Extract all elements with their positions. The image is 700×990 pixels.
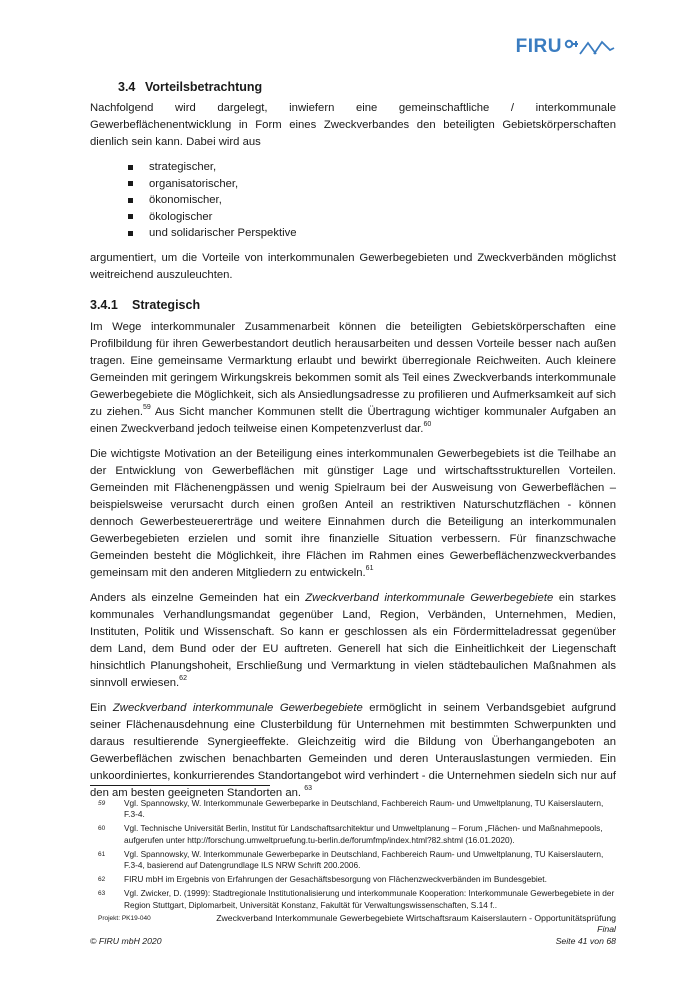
footnote: 63 Vgl. Zwicker, D. (1999): Stadtregionale Institutionalisierung und interkommunale Kooperation: Interkommunale Gewerbegebiete in der Region Stuttgart, Diplomarbeit, Universität Konstanz, Fakultät für Verwaltungswissenschaften, S.14 f.. xyxy=(98,888,615,910)
logo-text: FIRU xyxy=(515,36,562,57)
document-title: Zweckverband Interkommunale Gewerbegebiete Wirtschaftsraum Kaiserslautern - Opportunitätsprüfung xyxy=(216,913,616,923)
logo-mark-icon xyxy=(564,37,616,57)
bullet-icon xyxy=(128,231,133,236)
section-number: 3.4 xyxy=(118,80,136,94)
paragraph-3: Anders als einzelne Gemeinden hat ein Zweckverband interkommunale Gewerbegebiete ein starkes kommunales Verhandlungsmandat gegenüber Land, Region, Verbänden, Unternehmen, Medien, Instituten, Politik und Wissenschaft. So kann er geschlossen als ein Fördermitteladressat gegenüber dem Land, dem Bund oder der EU auftreten. Generell hat sich die Einheitlichkeit der Liegenschaft hinsichtlich Planungshoheit, Erschließung und Vermarktung in vielen städtebaulichen Maßnahmen als sinnvoll erwiesen.$^{62}$ xyxy=(90,591,617,689)
paragraph-2: Die wichtigste Motivation an der Beteiligung eines interkommunalen Gewerbegebiets ist die Teilhabe an der Entwicklung von Gewerbeflächen mit günstiger Lage und wirtschaftsstrukturellen Vorteilen. Gemeinden mit Flächenengpässen und wenig Spielraum bei der Ausweisung von Gewerbeflächen – beispielsweise verursacht durch einen großen Anteil an restriktiven Naturschutzflächen - können dennoch Gewerbesteuererträge und weitere Einnahmen durch die Beteiligung an interkommunalen Gewerbegebieten erzielen und somit ihre finanzielle Situation verbessern. Für finanzschwache Gemeinden besteht die Möglichkeit, ihre Flächen im Rahmen eines Gewerbeflächenzweckverbandes gemeinsam mit den anderen Mitgliedern zu entwickeln.$^{61}$ xyxy=(90,447,616,579)
main-content xyxy=(90,80,616,802)
footnote-ref[interactable]: 61 xyxy=(365,564,374,572)
footnote: 59 Vgl. Spannowsky, W. Interkommunale Gewerbeparke in Deutschland, Fachbereich Raum- und Umweltplanung, TU Kaiserslautern, F.3-4. xyxy=(98,798,604,820)
bullet-icon xyxy=(128,181,133,186)
footnote: 61 Vgl. Spannowsky, W. Interkommunale Gewerbeparke in Deutschland, Fachbereich Raum- und Umweltplanung, TU Kaiserslautern, F.3-4, basierend auf Datengrundlage ILS NRW Schrift 200.2006. xyxy=(98,848,604,871)
list-item: und solidarischer Perspektive xyxy=(128,225,616,242)
paragraph-1: Im Wege interkommunaler Zusammenarbeit können die beteiligten Gebietskörperschaften eine Profilbildung für ihren Gewerbestandort deutlich herausarbeiten und dessen Vorteile besser nach außen tragen. Eine gemeinsame Vermarktung erlaubt und bewirkt überregionale Reichweiten. Auch kleinere Gemeinden mit geringem Wirkungskreis bekommen somit als Teil eines Zweckverbands interkommunale Gewerbegebiete die Möglichkeit, sich als Ansiedlungsadresse zu profilieren und Aufmerksamkeit auf sich zu ziehen.$^{59}$ Aus Sicht mancher Kommunen stellt die Übertragung wichtiger kommunaler Aufgaben an einen Zweckverband jedoch teilweise einen Kompetenzverlust dar.$^{60}$ xyxy=(90,320,616,435)
subsection-title: Strategisch xyxy=(132,297,201,312)
paragraph-4: Ein Zweckverband interkommunale Gewerbegebiete ermöglicht in seinem Verbandsgebiet aufgrund seiner Flächenausdehnung eine Clusterbildung für Unternehmen mit bestimmten Schwerpunkten und daraus resultierende Synergieeffekte. Gleichzeitig wird die Bildung von Überhangangeboten an Gewerbeflächen zwischen benachbarten Gemeinden und deren Unterauslastungen vermieden. Ein unkoordiniertes, konkurrierendes Standortangebot wird verhindert - die Unternehmen siedeln sich nur auf den am besten geeigneten Standorten an. $^{63}$ xyxy=(90,701,616,799)
copyright: © FIRU mbH 2020 xyxy=(90,936,162,946)
footnote-separator xyxy=(90,785,270,786)
footnote-ref[interactable]: 62 xyxy=(179,674,187,682)
page-footer xyxy=(90,913,616,946)
subsection-heading xyxy=(90,298,616,312)
firu-logo xyxy=(516,36,616,58)
footnote-ref[interactable]: 63 xyxy=(304,784,312,792)
project-id: Projekt: PK19-040 xyxy=(98,915,151,922)
perspective-list xyxy=(128,159,616,242)
subsection-number: 3.4.1 xyxy=(90,297,118,312)
footnotes xyxy=(90,798,616,914)
bullet-icon xyxy=(128,214,133,219)
section-heading xyxy=(118,80,616,94)
document-status: Final xyxy=(597,924,616,934)
section-intro: Nachfolgend wird dargelegt, inwiefern eine gemeinschaftliche / interkommunale Gewerbeflächenentwicklung in Form eines Zweckverbandes den beteiligten Gebietskörperschaften dienlich sein kann. Dabei wird aus xyxy=(90,102,616,148)
page-number: Seite 41 von 68 xyxy=(555,936,616,946)
footnote-ref[interactable]: 60 xyxy=(423,420,432,428)
list-item: organisatorischer, xyxy=(128,176,616,193)
section-outro: argumentiert, um die Vorteile von interkommunalen Gewerbegebieten und Zweckverbänden möglichst weitreichend auszuleuchten. xyxy=(90,251,616,281)
footnote: 62 FIRU mbH im Ergebnis von Erfahrungen der Gesachäftsbesorgung von Flächenzweckverbänden im Bundesgebiet. xyxy=(98,874,547,885)
footnote: 60 Vgl. Technische Universität Berlin, Institut für Landschaftsarchitektur und Umweltplanung – Forum „Flächen- und Maßnahmepools, aufgerufen unter http://forschung.umweltpruefung.tu-berlin.de/forumfmp/index.html?82.shtml (16.01.2020). xyxy=(98,823,603,845)
list-item: ökologischer xyxy=(128,209,616,226)
bullet-icon xyxy=(128,165,133,170)
bullet-icon xyxy=(128,198,133,203)
list-item: ökonomischer, xyxy=(128,192,616,209)
section-title: Vorteilsbetrachtung xyxy=(145,80,263,94)
list-item: strategischer, xyxy=(128,159,616,176)
footnote-ref[interactable]: 59 xyxy=(143,403,151,411)
